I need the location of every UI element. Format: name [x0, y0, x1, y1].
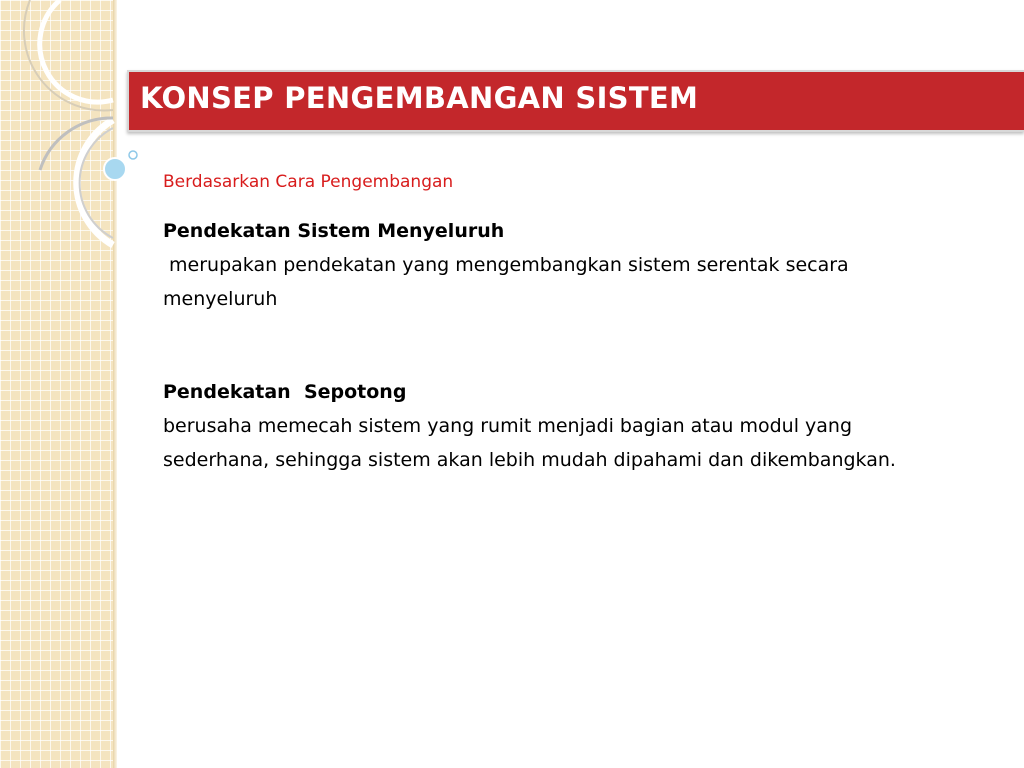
slide-subheading: Berdasarkan Cara Pengembangan [163, 172, 454, 192]
dot-large [104, 158, 126, 180]
section-body: berusaha memecah sistem yang rumit menjadi bagian atau modul yang sederhana, sehingga sistem akan lebih mudah dipahami dan dikembangkan. [163, 415, 896, 471]
slide-title: KONSEP PENGEMBANGAN SISTEM [140, 81, 699, 115]
section-heading: Pendekatan Sistem Menyeluruh [163, 220, 505, 242]
section-menyeluruh [163, 214, 923, 316]
section-sepotong [163, 375, 923, 477]
arc-top [40, 0, 113, 102]
arc-middle [77, 120, 113, 245]
section-heading: Pendekatan Sepotong [163, 381, 407, 403]
section-body: merupakan pendekatan yang mengembangkan sistem serentak secara menyeluruh [163, 254, 855, 310]
title-bar [127, 70, 1024, 132]
dot-small [129, 151, 137, 159]
